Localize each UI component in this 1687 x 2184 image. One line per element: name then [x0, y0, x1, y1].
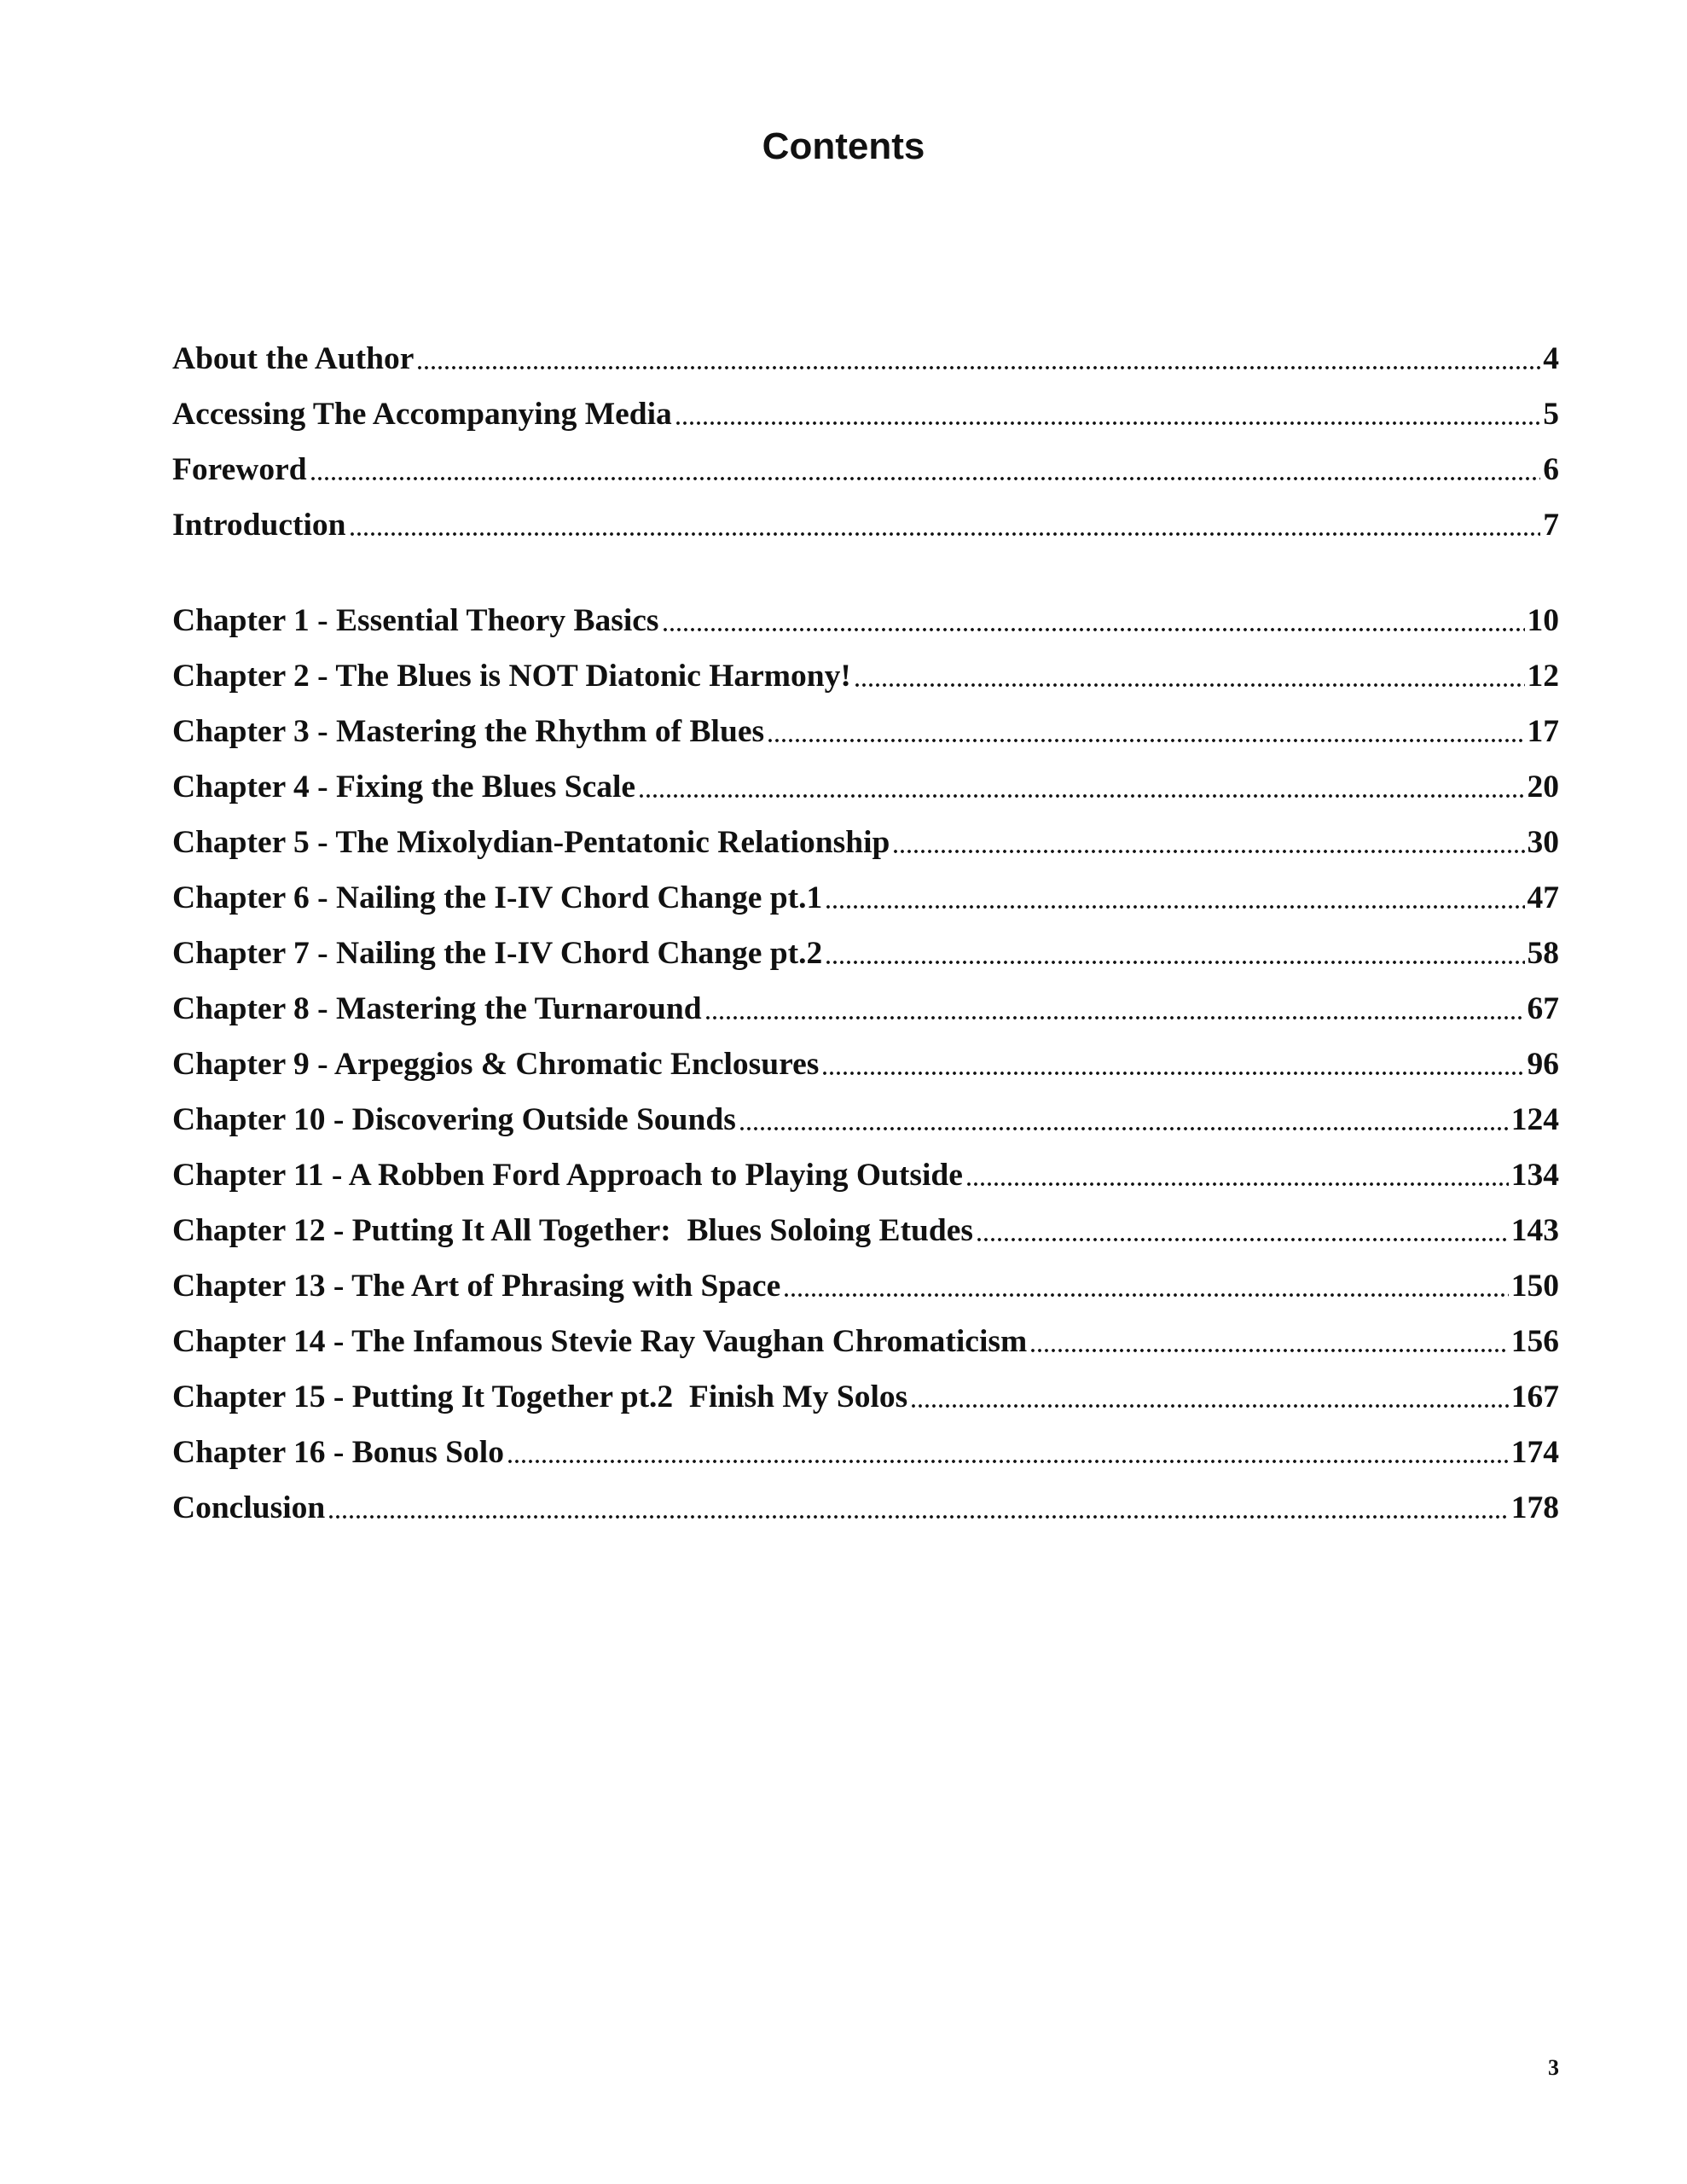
page-title: Contents: [762, 125, 925, 167]
toc-entry-chapter-14[interactable]: [172, 1316, 1559, 1363]
toc-entry-chapter-5[interactable]: [172, 816, 1559, 864]
toc-entry-page-number: 17: [1527, 714, 1559, 749]
toc-entry-title: Conclusion: [172, 1490, 326, 1525]
dot-leader: [892, 848, 1524, 855]
toc-entry-title: Chapter 14 - The Infamous Stevie Ray Vaughan Chromaticism: [172, 1324, 1028, 1359]
dot-leader: [825, 903, 1524, 910]
dot-leader: [910, 1403, 1509, 1409]
dot-leader: [662, 626, 1525, 633]
toc-entry-page-number: 167: [1510, 1380, 1559, 1414]
toc-entry-page-number: 67: [1527, 991, 1559, 1026]
dot-leader: [767, 737, 1524, 744]
toc-entry-title: Chapter 2 - The Blues is NOT Diatonic Harmony!: [172, 659, 851, 694]
dot-leader: [349, 531, 1541, 537]
toc-entry-chapter-3[interactable]: [172, 706, 1559, 753]
toc-entry-page-number: 4: [1543, 341, 1559, 376]
toc-entry-title: Accessing The Accompanying Media: [172, 397, 672, 432]
toc-entry-page-number: 96: [1527, 1047, 1559, 1082]
toc-entry-title: Introduction: [172, 508, 346, 543]
toc-entry-chapter-1[interactable]: [172, 595, 1559, 642]
toc-entry-page-number: 5: [1543, 397, 1559, 432]
dot-leader: [854, 682, 1525, 688]
toc-entry-title: Foreword: [172, 452, 307, 487]
page-number: 3: [1548, 2055, 1559, 2080]
toc-entry-title: Chapter 16 - Bonus Solo: [172, 1435, 504, 1470]
toc-entry-chapter-6[interactable]: [172, 872, 1559, 920]
toc-entry-chapter-12[interactable]: [172, 1205, 1559, 1252]
dot-leader: [310, 475, 1541, 482]
dot-leader: [976, 1236, 1509, 1243]
toc-entry-title: Chapter 3 - Mastering the Rhythm of Blues: [172, 714, 765, 749]
dot-leader: [507, 1458, 1509, 1465]
toc-entry-page-number: 47: [1527, 880, 1559, 915]
toc-entry-chapter-15[interactable]: [172, 1371, 1559, 1419]
toc-entry-title: Chapter 5 - The Mixolydian-Pentatonic Relationship: [172, 825, 890, 860]
toc-entry-title: Chapter 4 - Fixing the Blues Scale: [172, 770, 636, 804]
dot-leader: [739, 1125, 1509, 1132]
toc-entry-page-number: 58: [1527, 936, 1559, 971]
dot-leader: [675, 420, 1540, 427]
toc-entry-page-number: 178: [1510, 1490, 1559, 1525]
toc-entry-title: Chapter 11 - A Robben Ford Approach to Playing Outside: [172, 1158, 963, 1193]
toc-entry-about-the-author[interactable]: [172, 333, 1559, 380]
toc-entry-page-number: 20: [1527, 770, 1559, 804]
toc-entry-chapter-4[interactable]: [172, 761, 1559, 809]
dot-leader: [965, 1181, 1509, 1188]
toc-entry-conclusion[interactable]: [172, 1482, 1559, 1530]
dot-leader: [783, 1292, 1509, 1298]
toc-entry-chapter-11[interactable]: [172, 1149, 1559, 1197]
toc-entry-chapter-9[interactable]: [172, 1038, 1559, 1086]
toc-entry-foreword[interactable]: [172, 444, 1559, 491]
toc-entry-page-number: 10: [1527, 603, 1559, 638]
toc-entry-chapter-16[interactable]: [172, 1426, 1559, 1474]
toc-entry-page-number: 7: [1543, 508, 1559, 543]
toc-entry-title: Chapter 7 - Nailing the I-IV Chord Change pt.2: [172, 936, 823, 971]
toc-entry-chapter-10[interactable]: [172, 1094, 1559, 1141]
table-of-contents: [172, 0, 1559, 2184]
toc-entry-introduction[interactable]: [172, 499, 1559, 547]
toc-entry-title: Chapter 1 - Essential Theory Basics: [172, 603, 659, 638]
toc-entry-title: Chapter 13 - The Art of Phrasing with Space: [172, 1269, 781, 1304]
dot-leader: [821, 1070, 1524, 1077]
dot-leader: [704, 1014, 1525, 1021]
dot-leader: [328, 1513, 1509, 1520]
dot-leader: [638, 793, 1524, 799]
toc-entry-title: Chapter 9 - Arpeggios & Chromatic Enclosures: [172, 1047, 820, 1082]
toc-entry-chapter-13[interactable]: [172, 1260, 1559, 1308]
toc-entry-title: About the Author: [172, 341, 415, 376]
toc-entry-page-number: 174: [1510, 1435, 1559, 1470]
toc-entry-page-number: 30: [1527, 825, 1559, 860]
toc-entry-page-number: 12: [1527, 659, 1559, 694]
toc-entry-chapter-8[interactable]: [172, 983, 1559, 1031]
toc-entry-accessing-media[interactable]: [172, 388, 1559, 436]
toc-entry-title: Chapter 10 - Discovering Outside Sounds: [172, 1102, 736, 1137]
toc-entry-page-number: 156: [1510, 1324, 1559, 1359]
toc-entry-title: Chapter 15 - Putting It Together pt.2 Finish My Solos: [172, 1380, 908, 1414]
toc-entry-chapter-2[interactable]: [172, 650, 1559, 698]
toc-entry-chapter-7[interactable]: [172, 927, 1559, 975]
toc-entry-title: Chapter 6 - Nailing the I-IV Chord Change pt.1: [172, 880, 823, 915]
dot-leader: [1029, 1347, 1509, 1354]
toc-entry-title: Chapter 12 - Putting It All Together: Blues Soloing Etudes: [172, 1213, 974, 1248]
toc-entry-page-number: 134: [1510, 1158, 1559, 1193]
toc-entry-title: Chapter 8 - Mastering the Turnaround: [172, 991, 702, 1026]
dot-leader: [416, 364, 1540, 371]
toc-entry-page-number: 6: [1543, 452, 1559, 487]
toc-entry-page-number: 124: [1510, 1102, 1559, 1137]
toc-entry-page-number: 150: [1510, 1269, 1559, 1304]
dot-leader: [825, 959, 1524, 966]
toc-entry-page-number: 143: [1510, 1213, 1559, 1248]
